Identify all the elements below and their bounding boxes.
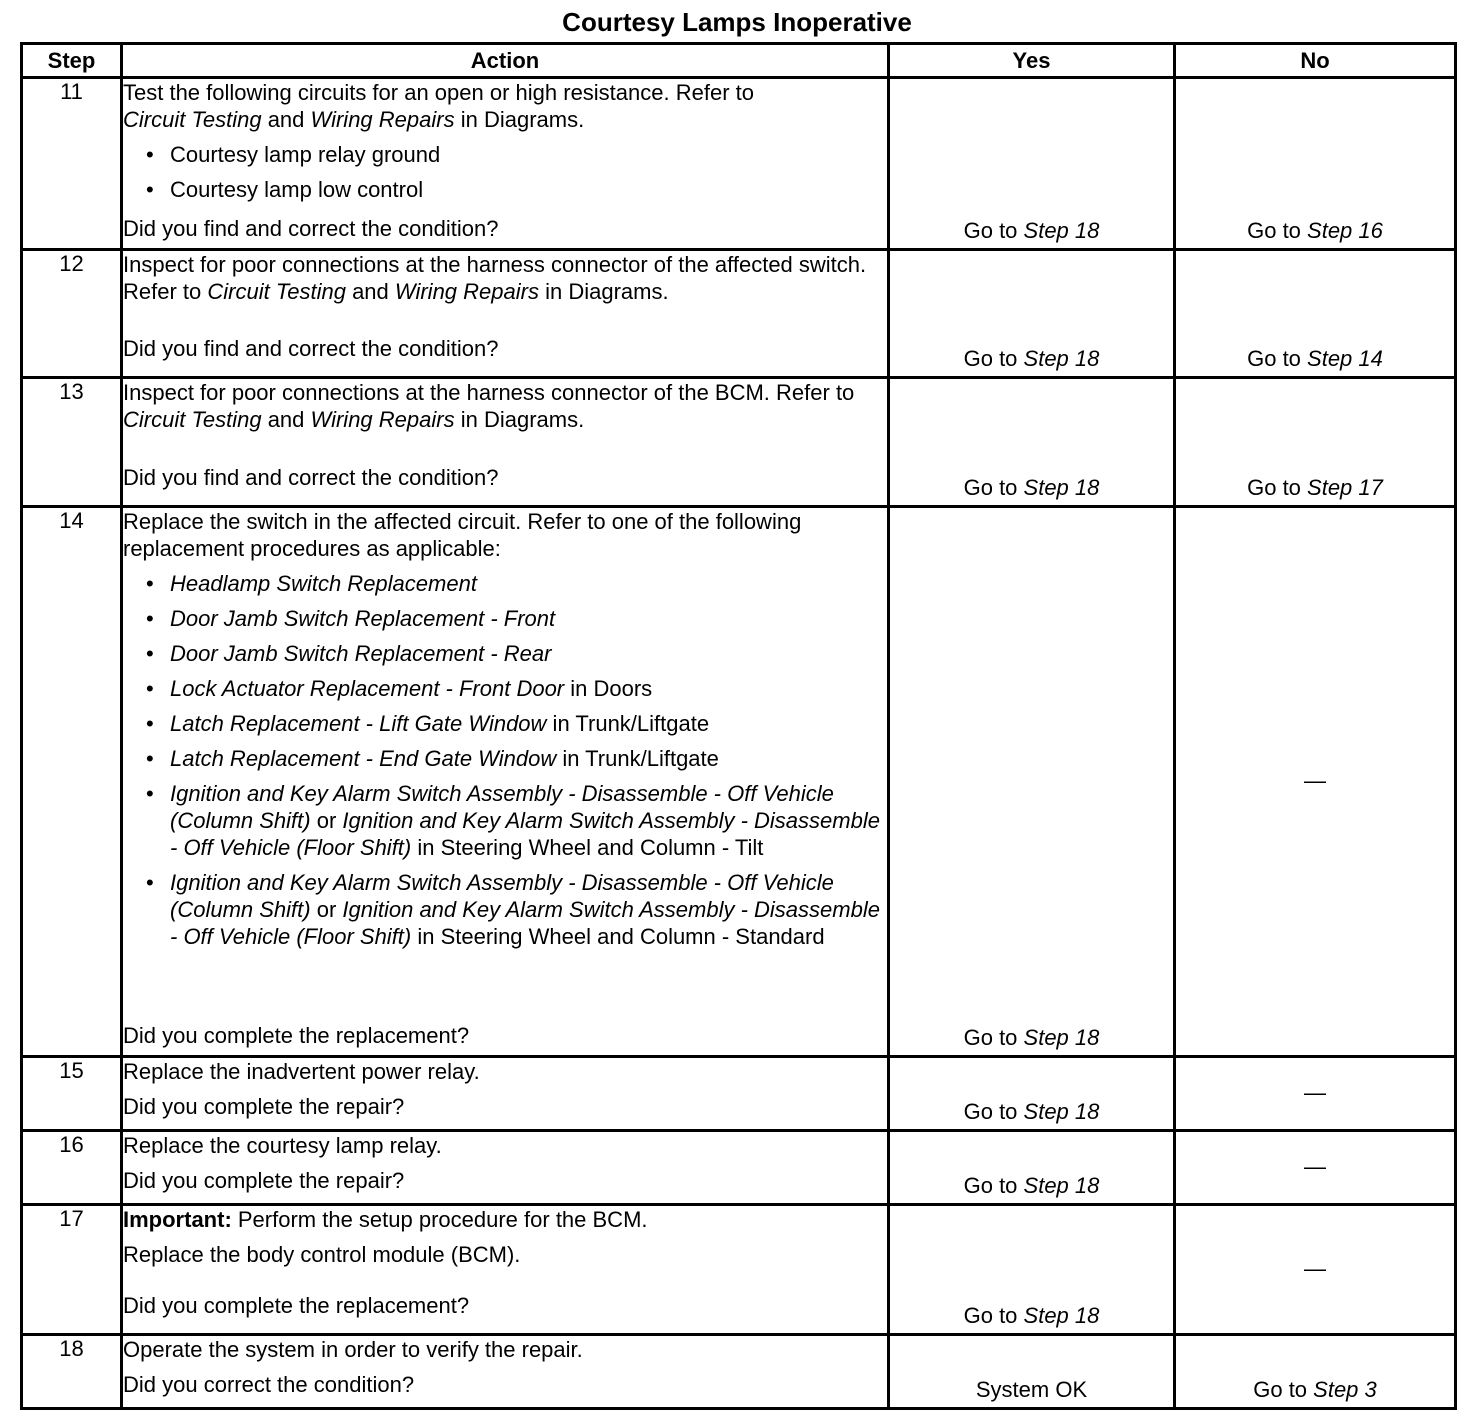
go-to-label: Go to xyxy=(963,475,1024,500)
no-result xyxy=(1175,1335,1456,1409)
action-text: Replace the body control module (BCM). xyxy=(123,1242,521,1267)
reference-text: Ignition and Key Alarm Switch Assembly - Disassemble - Off Vehicle (Column Shift) xyxy=(170,870,834,922)
yes-result-text: System OK xyxy=(975,1377,1088,1402)
header-action: Action xyxy=(122,44,889,78)
go-to-label: Go to xyxy=(1253,1377,1314,1402)
action-cell xyxy=(122,1335,889,1409)
action-text: and xyxy=(261,107,311,132)
no-result xyxy=(1175,250,1456,378)
table-row xyxy=(22,378,1456,507)
bullet-item xyxy=(123,675,887,702)
yes-result xyxy=(889,1205,1175,1335)
go-to-label: Go to xyxy=(963,1025,1024,1050)
action-paragraph xyxy=(123,1241,887,1268)
action-text: and xyxy=(261,407,311,432)
action-text: Replace the switch in the affected circuit. Refer to one of the following replacement procedures as applicable: xyxy=(123,509,802,561)
no-result-text xyxy=(1176,1377,1454,1403)
go-to-label: Go to xyxy=(1247,475,1308,500)
header-no: No xyxy=(1175,44,1456,78)
bullet-item xyxy=(123,570,887,597)
action-text: Courtesy lamp relay ground xyxy=(170,142,441,167)
bullet-item xyxy=(123,710,887,737)
yes-result xyxy=(889,1131,1175,1205)
go-to-label: Go to xyxy=(963,218,1024,243)
action-text: and xyxy=(345,279,395,304)
action-text: or xyxy=(310,897,343,922)
bullet-item xyxy=(123,605,887,632)
yes-result xyxy=(889,378,1175,507)
yes-result-text xyxy=(890,218,1173,244)
action-text: Test the following circuits for an open or high resistance. Refer to xyxy=(123,80,754,105)
go-to-label: Go to xyxy=(963,346,1024,371)
step-reference: Step 18 xyxy=(1023,218,1100,243)
action-text: in Doors xyxy=(564,676,653,701)
step-reference: Step 18 xyxy=(1023,1025,1100,1050)
action-cell xyxy=(122,1131,889,1205)
yes-result xyxy=(889,507,1175,1057)
action-cell xyxy=(122,78,889,250)
bullet-list xyxy=(123,141,887,203)
no-result xyxy=(1175,1057,1456,1131)
no-result-text xyxy=(1176,475,1454,501)
reference-text: Lock Actuator Replacement - Front Door xyxy=(170,676,565,701)
no-result xyxy=(1175,378,1456,507)
no-result-text xyxy=(1176,346,1454,372)
action-text: Operate the system in order to verify the repair. xyxy=(123,1337,583,1362)
yes-result-text xyxy=(890,346,1173,372)
step-reference: Step 3 xyxy=(1313,1377,1377,1402)
no-result-dash: — xyxy=(1304,1079,1326,1105)
step-reference: Step 18 xyxy=(1023,475,1100,500)
reference-text: Ignition and Key Alarm Switch Assembly - Disassemble - Off Vehicle (Column Shift) xyxy=(170,781,834,833)
action-text: Replace the inadvertent power relay. xyxy=(123,1059,480,1084)
action-paragraph xyxy=(123,79,887,106)
action-question: Did you complete the replacement? xyxy=(123,1023,470,1048)
action-question: Did you find and correct the condition? xyxy=(123,465,499,490)
go-to-label: Go to xyxy=(1247,218,1308,243)
no-result xyxy=(1175,1205,1456,1335)
no-result-dash: — xyxy=(1304,1255,1326,1281)
emphasis-text: Important: xyxy=(123,1207,232,1232)
step-number: 18 xyxy=(22,1335,122,1409)
bullet-list xyxy=(123,570,887,950)
action-cell xyxy=(122,507,889,1057)
reference-text: Circuit Testing xyxy=(123,107,262,132)
action-paragraph xyxy=(123,1058,887,1085)
yes-result-text xyxy=(890,1099,1173,1125)
step-reference: Step 18 xyxy=(1023,1173,1100,1198)
action-text: in Steering Wheel and Column - Tilt xyxy=(411,835,764,860)
table-row xyxy=(22,1057,1456,1131)
action-text: Inspect for poor connections at the harness connector of the affected switch. Refer to xyxy=(123,252,867,304)
action-paragraph xyxy=(123,1132,887,1159)
go-to-label: Go to xyxy=(963,1303,1024,1328)
reference-text: Latch Replacement - End Gate Window xyxy=(170,746,557,771)
no-result-text xyxy=(1176,218,1454,244)
action-text: in Trunk/Liftgate xyxy=(546,711,710,736)
yes-result-text xyxy=(890,1173,1173,1199)
bullet-item xyxy=(123,141,887,168)
action-text: Courtesy lamp low control xyxy=(170,177,424,202)
step-number: 16 xyxy=(22,1131,122,1205)
reference-text: Latch Replacement - Lift Gate Window xyxy=(170,711,547,736)
action-text: in Steering Wheel and Column - Standard xyxy=(411,924,825,949)
action-question: Did you complete the repair? xyxy=(123,1094,405,1119)
action-paragraph xyxy=(123,1336,887,1363)
action-cell xyxy=(122,378,889,507)
reference-text: Wiring Repairs xyxy=(394,279,539,304)
reference-text: Headlamp Switch Replacement xyxy=(170,571,477,596)
table-row xyxy=(22,250,1456,378)
action-text: Replace the courtesy lamp relay. xyxy=(123,1133,442,1158)
bullet-item xyxy=(123,869,887,950)
table-row xyxy=(22,507,1456,1057)
reference-text: Door Jamb Switch Replacement - Front xyxy=(170,606,556,631)
step-number: 13 xyxy=(22,378,122,507)
action-text: in Diagrams. xyxy=(454,107,585,132)
action-text: or xyxy=(310,808,343,833)
yes-result-text xyxy=(890,1025,1173,1051)
reference-text: Circuit Testing xyxy=(123,407,262,432)
bullet-item xyxy=(123,780,887,861)
reference-text: Ignition and Key Alarm Switch Assembly - Disassemble - Off Vehicle (Floor Shift) xyxy=(170,808,880,860)
go-to-label: Go to xyxy=(963,1099,1024,1124)
go-to-label: Go to xyxy=(963,1173,1024,1198)
step-number: 14 xyxy=(22,507,122,1057)
step-reference: Step 18 xyxy=(1023,1303,1100,1328)
yes-result-text xyxy=(890,475,1173,501)
action-paragraph xyxy=(123,1206,887,1233)
action-question: Did you correct the condition? xyxy=(123,1372,415,1397)
reference-text: Door Jamb Switch Replacement - Rear xyxy=(170,641,552,666)
action-paragraph xyxy=(123,379,887,433)
go-to-label: Go to xyxy=(1247,346,1308,371)
no-result-dash: — xyxy=(1304,1153,1326,1179)
table-row xyxy=(22,78,1456,250)
yes-result-text xyxy=(890,1303,1173,1329)
action-paragraph xyxy=(123,508,887,562)
step-reference: Step 18 xyxy=(1023,346,1100,371)
step-reference: Step 16 xyxy=(1307,218,1383,243)
action-paragraph xyxy=(123,251,887,305)
step-reference: Step 14 xyxy=(1307,346,1383,371)
step-number: 15 xyxy=(22,1057,122,1131)
action-paragraph xyxy=(123,106,887,133)
action-cell xyxy=(122,1205,889,1335)
no-result xyxy=(1175,507,1456,1057)
step-number: 12 xyxy=(22,250,122,378)
step-reference: Step 18 xyxy=(1023,1099,1100,1124)
action-text: Perform the setup procedure for the BCM. xyxy=(231,1207,648,1232)
bullet-item xyxy=(123,176,887,203)
action-cell xyxy=(122,1057,889,1131)
no-result xyxy=(1175,78,1456,250)
header-step: Step xyxy=(22,44,122,78)
action-question: Did you find and correct the condition? xyxy=(123,336,499,361)
diagnostic-table xyxy=(20,42,1457,1410)
step-reference: Step 17 xyxy=(1307,475,1383,500)
header-yes: Yes xyxy=(889,44,1175,78)
page-title: Courtesy Lamps Inoperative xyxy=(562,7,912,37)
action-cell xyxy=(122,250,889,378)
action-text: Inspect for poor connections at the harness connector of the BCM. Refer to xyxy=(123,380,855,405)
reference-text: Circuit Testing xyxy=(207,279,346,304)
bullet-item xyxy=(123,745,887,772)
action-text: in Trunk/Liftgate xyxy=(556,746,719,771)
action-question: Did you complete the replacement? xyxy=(123,1293,470,1318)
bullet-item xyxy=(123,640,887,667)
action-question: Did you complete the repair? xyxy=(123,1168,405,1193)
table-row xyxy=(22,1335,1456,1409)
step-number: 11 xyxy=(22,78,122,250)
action-text: in Diagrams. xyxy=(538,279,669,304)
yes-result xyxy=(889,78,1175,250)
reference-text: Wiring Repairs xyxy=(310,107,455,132)
action-question: Did you find and correct the condition? xyxy=(123,216,499,241)
action-text: in Diagrams. xyxy=(454,407,585,432)
step-number: 17 xyxy=(22,1205,122,1335)
header-row xyxy=(22,44,1456,78)
table-row xyxy=(22,1205,1456,1335)
yes-result xyxy=(889,250,1175,378)
yes-result xyxy=(889,1057,1175,1131)
reference-text: Wiring Repairs xyxy=(310,407,455,432)
no-result xyxy=(1175,1131,1456,1205)
reference-text: Ignition and Key Alarm Switch Assembly - Disassemble - Off Vehicle (Floor Shift) xyxy=(170,897,880,949)
yes-result xyxy=(889,1335,1175,1409)
table-row xyxy=(22,1131,1456,1205)
no-result-dash: — xyxy=(1304,767,1326,793)
